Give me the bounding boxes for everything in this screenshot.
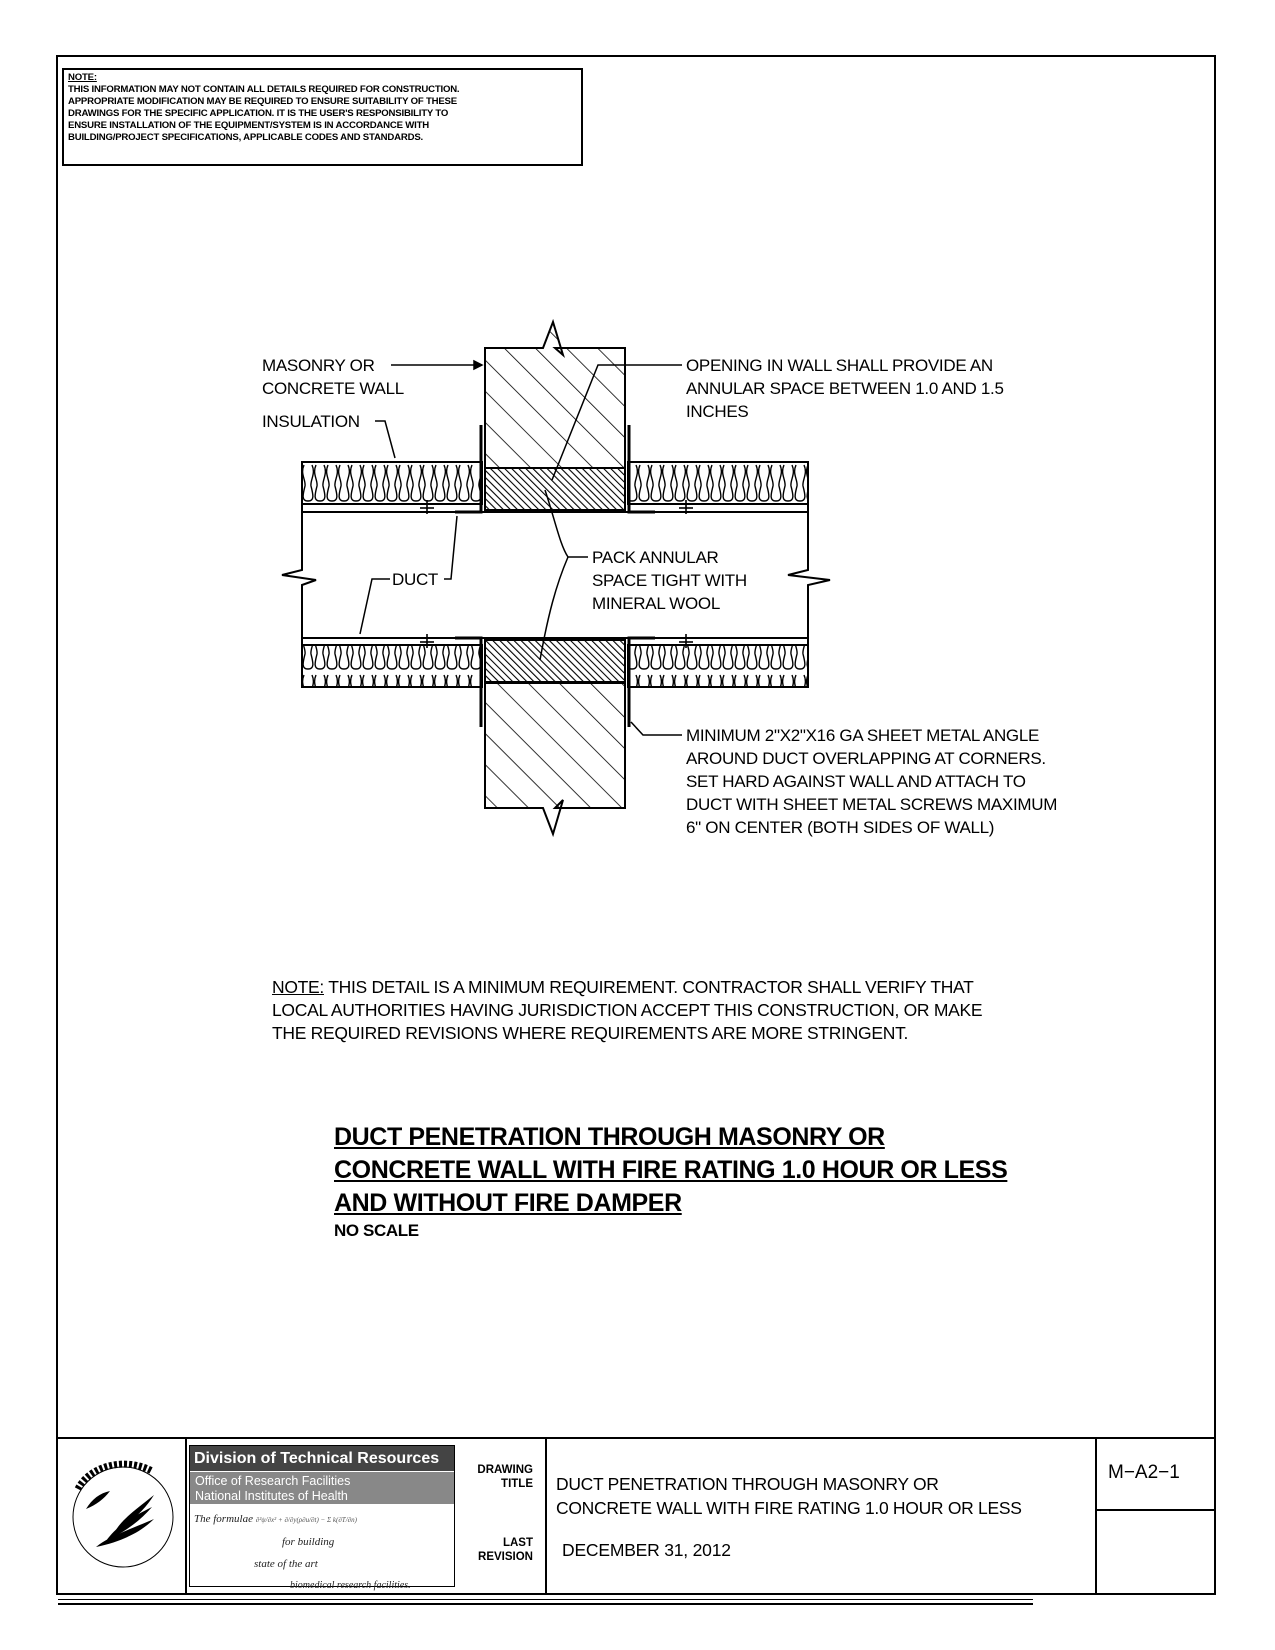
label-line: AROUND DUCT OVERLAPPING AT CORNERS. — [686, 749, 1046, 768]
disclaimer-line: APPROPRIATE MODIFICATION MAY BE REQUIRED TO ENSURE SUITABILITY OF THESE — [68, 96, 457, 107]
drawing-number: M−A2−1 — [1108, 1462, 1180, 1483]
label-line: ANNULAR SPACE BETWEEN 1.0 AND 1.5 — [686, 379, 1004, 398]
label-pack-annular — [592, 546, 747, 615]
tagline-text: biomedical research facilities. — [290, 1580, 411, 1591]
detail-title-line: AND WITHOUT FIRE DAMPER — [334, 1189, 682, 1217]
requirement-note-text: THIS DETAIL IS A MINIMUM REQUIREMENT. CONTRACTOR SHALL VERIFY THAT — [323, 977, 974, 997]
mineral-wool-lower — [485, 640, 625, 682]
label-line: SET HARD AGAINST WALL AND ATTACH TO — [686, 772, 1026, 791]
insulation-upper-right — [628, 462, 808, 504]
requirement-note-line-1 — [272, 976, 982, 999]
label-sheet-metal-angle — [686, 724, 1057, 839]
institute-name: National Institutes of Health — [195, 1489, 348, 1503]
disclaimer-line: BUILDING/PROJECT SPECIFICATIONS, APPLICABLE CODES AND STANDARDS. — [68, 132, 423, 143]
tagline-text: for building — [282, 1536, 335, 1548]
label-line: MINIMUM 2"X2"X16 GA SHEET METAL ANGLE — [686, 726, 1040, 745]
disclaimer-heading: NOTE: — [68, 72, 97, 83]
agency-panel — [189, 1445, 455, 1591]
disclaimer-line: THIS INFORMATION MAY NOT CONTAIN ALL DETAILS REQUIRED FOR CONSTRUCTION. — [68, 84, 460, 95]
drawing-title-line: CONCRETE WALL WITH FIRE RATING 1.0 HOUR OR LESS — [556, 1498, 1022, 1518]
label-line: INCHES — [686, 402, 749, 421]
title-block-divider — [185, 1437, 187, 1595]
division-name: Division of Technical Resources — [190, 1446, 454, 1471]
label-line: LAST — [502, 1537, 533, 1549]
scale-note: NO SCALE — [334, 1221, 419, 1240]
label-masonry-wall — [262, 354, 404, 400]
detail-title-line: CONCRETE WALL WITH FIRE RATING 1.0 HOUR OR LESS — [334, 1156, 1008, 1184]
label-line: DUCT WITH SHEET METAL SCREWS MAXIMUM — [686, 795, 1058, 814]
title-block-divider — [545, 1437, 547, 1595]
title-block-drawing-title — [556, 1472, 1022, 1520]
title-block-number-divider — [1095, 1509, 1216, 1511]
drawing-title-line: DUCT PENETRATION THROUGH MASONRY OR — [556, 1474, 939, 1494]
label-line: 6" ON CENTER (BOTH SIDES OF WALL) — [686, 818, 995, 837]
requirement-note-line-2: LOCAL AUTHORITIES HAVING JURISDICTION ACCEPT THIS CONSTRUCTION, OR MAKE — [272, 1000, 983, 1020]
label-line: INSULATION — [262, 412, 360, 431]
insulation-lower-right — [628, 645, 808, 687]
label-line: MINERAL WOOL — [592, 594, 721, 613]
label-line: REVISION — [478, 1551, 533, 1563]
masonry-wall-lower — [485, 683, 625, 834]
label-duct — [392, 568, 438, 591]
tagline-text: The formulae — [194, 1513, 253, 1525]
tagline-text: state of the art — [254, 1558, 318, 1570]
label-line: PACK ANNULAR — [592, 548, 719, 567]
label-line: MASONRY OR — [262, 356, 375, 375]
label-line: OPENING IN WALL SHALL PROVIDE AN — [686, 356, 993, 375]
label-line: DUCT — [392, 570, 439, 589]
label-line: TITLE — [501, 1478, 533, 1490]
requirement-note-heading: NOTE: — [272, 977, 324, 997]
title-block-divider — [1095, 1437, 1097, 1595]
tagline-equation: ∂²ψ/∂x² + ∂/∂y(ρ∂u/∂t) − Σ k(∂T/∂n) — [255, 1516, 357, 1524]
detail-title — [334, 1121, 1007, 1242]
office-name: Office of Research Facilities — [195, 1474, 351, 1488]
hhs-seal-logo — [66, 1449, 180, 1583]
formula-tagline — [190, 1504, 454, 1597]
label-line: CONCRETE WALL — [262, 379, 404, 398]
title-block-top-line — [56, 1437, 1216, 1439]
requirement-note — [272, 976, 982, 1045]
label-line: DRAWING — [477, 1464, 533, 1476]
insulation-upper-left — [302, 462, 482, 504]
revision-date: DECEMBER 31, 2012 — [562, 1540, 731, 1560]
insulation-lower-left — [302, 645, 482, 687]
office-band — [190, 1472, 454, 1504]
label-insulation — [262, 410, 360, 433]
last-revision-label — [465, 1536, 533, 1564]
label-opening — [686, 354, 1004, 423]
disclaimer-line: DRAWINGS FOR THE SPECIFIC APPLICATION. IT IS THE USER'S RESPONSIBILITY TO — [68, 108, 449, 119]
detail-title-line: DUCT PENETRATION THROUGH MASONRY OR — [334, 1123, 885, 1151]
masonry-wall-upper — [485, 322, 625, 468]
disclaimer-line: ENSURE INSTALLATION OF THE EQUIPMENT/SYSTEM IS IN ACCORDANCE WITH — [68, 120, 429, 131]
label-line: SPACE TIGHT WITH — [592, 571, 747, 590]
break-symbol-right — [788, 512, 830, 638]
drawing-title-label — [465, 1463, 533, 1491]
break-symbol-left — [282, 512, 316, 638]
requirement-note-line-3: THE REQUIRED REVISIONS WHERE REQUIREMENTS ARE MORE STRINGENT. — [272, 1023, 909, 1043]
